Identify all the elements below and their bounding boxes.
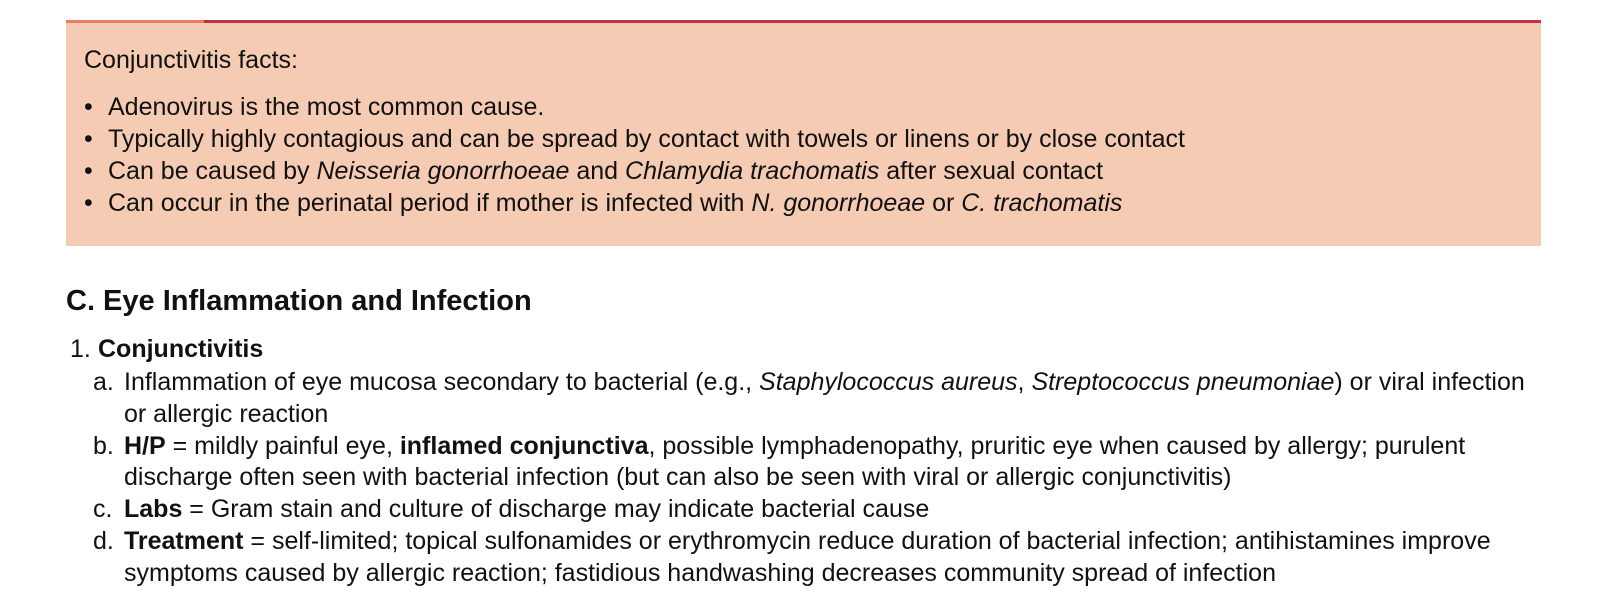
subitem-text: ) or viral infection or allergic reaction	[124, 368, 1525, 428]
subitem-letter: a.	[93, 368, 114, 396]
fact-text: or	[925, 189, 962, 217]
fact-text: Typically highly contagious and can be spread by contact with towels or linens or by close contact	[108, 125, 1185, 153]
subitem-history-physical	[90, 431, 1541, 495]
subitem-letter: d.	[93, 526, 114, 555]
facts-list	[84, 91, 1185, 219]
subitem-text: = Gram stain and culture of discharge may indicate bacterial cause	[182, 495, 930, 524]
bullet-icon: •	[84, 125, 93, 153]
bullet-icon: •	[84, 189, 93, 217]
subitem-label: H/P	[124, 431, 166, 460]
facts-box-top-border	[66, 20, 1541, 23]
fact-item	[84, 155, 1185, 187]
organism-name: C. trachomatis	[961, 189, 1123, 217]
subitem-text: ,	[1017, 368, 1032, 396]
numbered-item-conjunctivitis	[66, 333, 263, 365]
organism-name: Neisseria gonorrhoeae	[316, 157, 570, 185]
subitem-text: = mildly painful eye,	[165, 431, 400, 460]
bullet-icon: •	[84, 93, 93, 121]
subitem-text: , possible lymphadenopathy, pruritic eye when caused by allergy; purulent discharge often seen with bacterial infection (but can also be seen with viral or allergic conjunctivitis)	[124, 431, 1466, 492]
facts-box-title: Conjunctivitis facts:	[84, 46, 298, 74]
section-heading: C. Eye Inflammation and Infection	[66, 285, 532, 317]
subitem-letter: c.	[93, 495, 113, 524]
subitem-text: = self-limited; topical sulfonamides or erythromycin reduce duration of bacterial infection; antihistamines improve symptoms caused by allergic reaction; fastidious handwashing decreases community spread of infection	[124, 526, 1491, 587]
subitem-text: Inflammation of eye mucosa secondary to bacterial (e.g.,	[124, 368, 760, 396]
conjunctivitis-facts-box	[66, 20, 1541, 246]
organism-name: Staphylococcus aureus	[759, 368, 1018, 396]
subitem-labs	[90, 494, 1541, 526]
fact-text: and	[569, 157, 626, 185]
fact-text: Adenovirus is the most common cause.	[108, 93, 545, 121]
subitem-bold-phrase: inflamed conjunctiva	[399, 431, 649, 460]
organism-name: Streptococcus pneumoniae	[1031, 368, 1335, 396]
item-number: 1.	[70, 335, 91, 363]
fact-text: Can occur in the perinatal period if mother is infected with	[108, 189, 752, 217]
item-title: Conjunctivitis	[98, 335, 264, 363]
fact-item	[84, 187, 1185, 219]
fact-text: Can be caused by	[108, 157, 317, 185]
facts-box-top-border-accent	[66, 20, 204, 23]
conjunctivitis-subitems	[90, 367, 1541, 590]
organism-name: Chlamydia trachomatis	[625, 157, 880, 185]
fact-item	[84, 91, 1185, 123]
fact-text: after sexual contact	[879, 157, 1104, 185]
subitem-label: Treatment	[124, 526, 244, 555]
fact-item	[84, 123, 1185, 155]
organism-name: N. gonorrhoeae	[751, 189, 926, 217]
bullet-icon: •	[84, 157, 93, 185]
subitem-label: Labs	[124, 495, 183, 524]
subitem-letter: b.	[93, 431, 114, 460]
subitem-definition	[90, 367, 1541, 431]
subitem-treatment	[90, 526, 1541, 590]
